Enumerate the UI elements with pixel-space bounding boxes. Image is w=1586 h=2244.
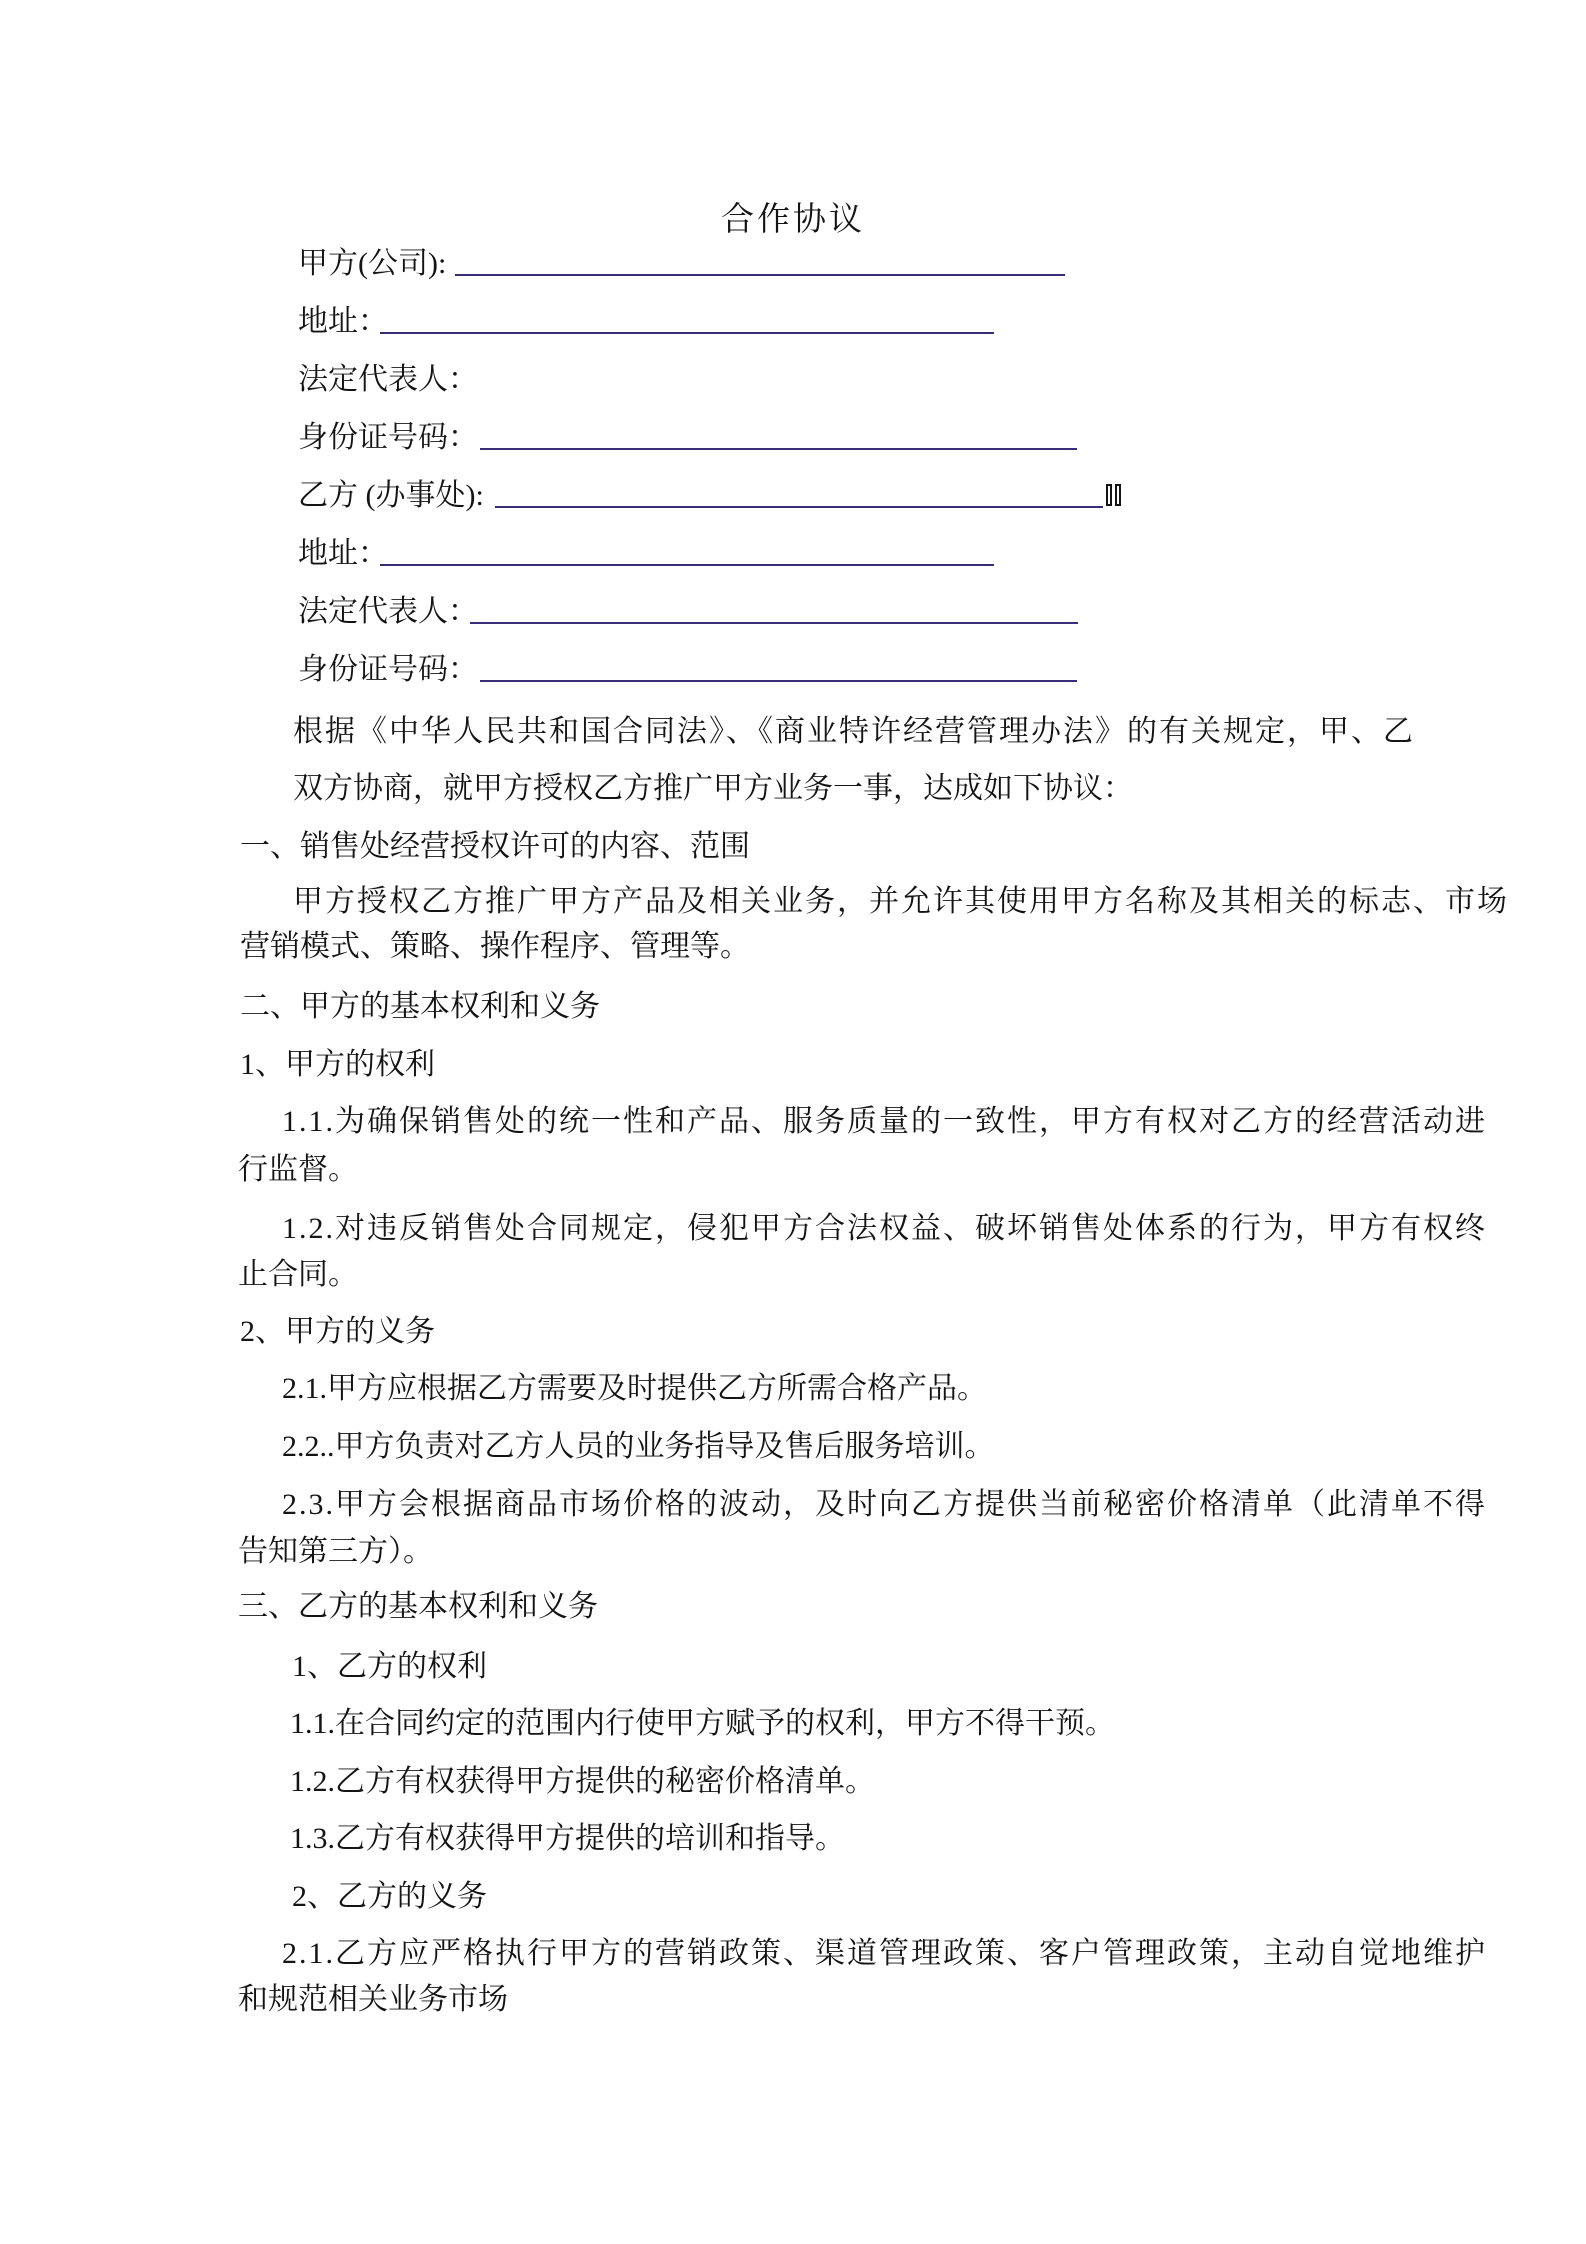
clause-1-1-line-2: 行监督。 xyxy=(238,1153,358,1186)
section-1-para-line-2: 营销模式、策略、操作程序、管理等。 xyxy=(240,930,750,963)
clause-2-1: 2.1.甲方应根据乙方需要及时提供乙方所需合格产品。 xyxy=(282,1372,987,1405)
party-a-id-number-blank xyxy=(480,448,1077,450)
party-b-id-number-blank xyxy=(480,680,1077,682)
clause-1-1-line-1: 1.1.为确保销售处的统一性和产品、服务质量的一致性，甲方有权对乙方的经营活动进 xyxy=(282,1105,1487,1138)
field-label-party-a-company: 甲方(公司): xyxy=(298,247,447,280)
section-2-sub-2-heading: 2、甲方的义务 xyxy=(240,1315,435,1348)
field-label-party-b-id-number: 身份证号码： xyxy=(298,653,478,686)
clause-1-2-line-2: 止合同。 xyxy=(238,1258,358,1291)
section-3-heading: 三、乙方的基本权利和义务 xyxy=(238,1590,598,1623)
preamble-line-2: 双方协商，就甲方授权乙方推广甲方业务一事，达成如下协议： xyxy=(293,772,1133,805)
field-label-party-a-address: 地址： xyxy=(298,305,388,338)
field-label-party-a-id-number: 身份证号码： xyxy=(298,421,478,454)
clause-2-2: 2.2..甲方负责对乙方人员的业务指导及售后服务培训。 xyxy=(282,1430,995,1463)
clause-2-3-line-2: 告知第三方）。 xyxy=(238,1535,433,1568)
party-a-company-blank xyxy=(455,274,1065,276)
field-label-party-b-legal-rep: 法定代表人： xyxy=(298,595,478,628)
party-b-office-blank xyxy=(495,506,1103,508)
clause-3-2-1-line-2: 和规范相关业务市场 xyxy=(238,1983,508,2016)
field-label-party-b-office: 乙方 (办事处): xyxy=(298,479,484,512)
clause-3-1-1: 1.1.在合同约定的范围内行使甲方赋予的权利，甲方不得干预。 xyxy=(290,1707,1115,1740)
section-1-para-line-1: 甲方授权乙方推广甲方产品及相关业务，并允许其使用甲方名称及其相关的标志、市场 xyxy=(293,885,1509,918)
clause-1-2-line-1: 1.2.对违反销售处合同规定，侵犯甲方合法权益、破坏销售处体系的行为，甲方有权终 xyxy=(282,1212,1487,1245)
preamble-line-1: 根据《中华人民共和国合同法》、《商业特许经营管理办法》的有关规定，甲、乙 xyxy=(293,715,1415,748)
party-b-legal-rep-blank xyxy=(470,622,1078,624)
clause-2-3-line-1: 2.3.甲方会根据商品市场价格的波动，及时向乙方提供当前秘密价格清单（此清单不得 xyxy=(282,1488,1487,1521)
section-2-sub-1-heading: 1、甲方的权利 xyxy=(240,1048,435,1081)
document-title: 合作协议 xyxy=(721,202,865,238)
clause-3-2-1-line-1: 2.1.乙方应严格执行甲方的营销政策、渠道管理政策、客户管理政策，主动自觉地维护 xyxy=(282,1937,1487,1970)
section-3-sub-2-heading: 2、乙方的义务 xyxy=(292,1880,487,1913)
section-1-heading: 一、销售处经营授权许可的内容、范围 xyxy=(240,830,750,863)
field-label-party-a-legal-rep: 法定代表人： xyxy=(298,363,478,396)
missing-glyph-icon xyxy=(1106,484,1121,506)
section-3-sub-1-heading: 1、乙方的权利 xyxy=(292,1650,487,1683)
field-label-party-b-address: 地址： xyxy=(298,537,388,570)
clause-3-1-3: 1.3.乙方有权获得甲方提供的培训和指导。 xyxy=(290,1822,845,1855)
clause-3-1-2: 1.2.乙方有权获得甲方提供的秘密价格清单。 xyxy=(290,1765,875,1798)
section-2-heading: 二、甲方的基本权利和义务 xyxy=(240,990,600,1023)
party-a-address-blank xyxy=(380,332,994,334)
party-b-address-blank xyxy=(380,564,994,566)
